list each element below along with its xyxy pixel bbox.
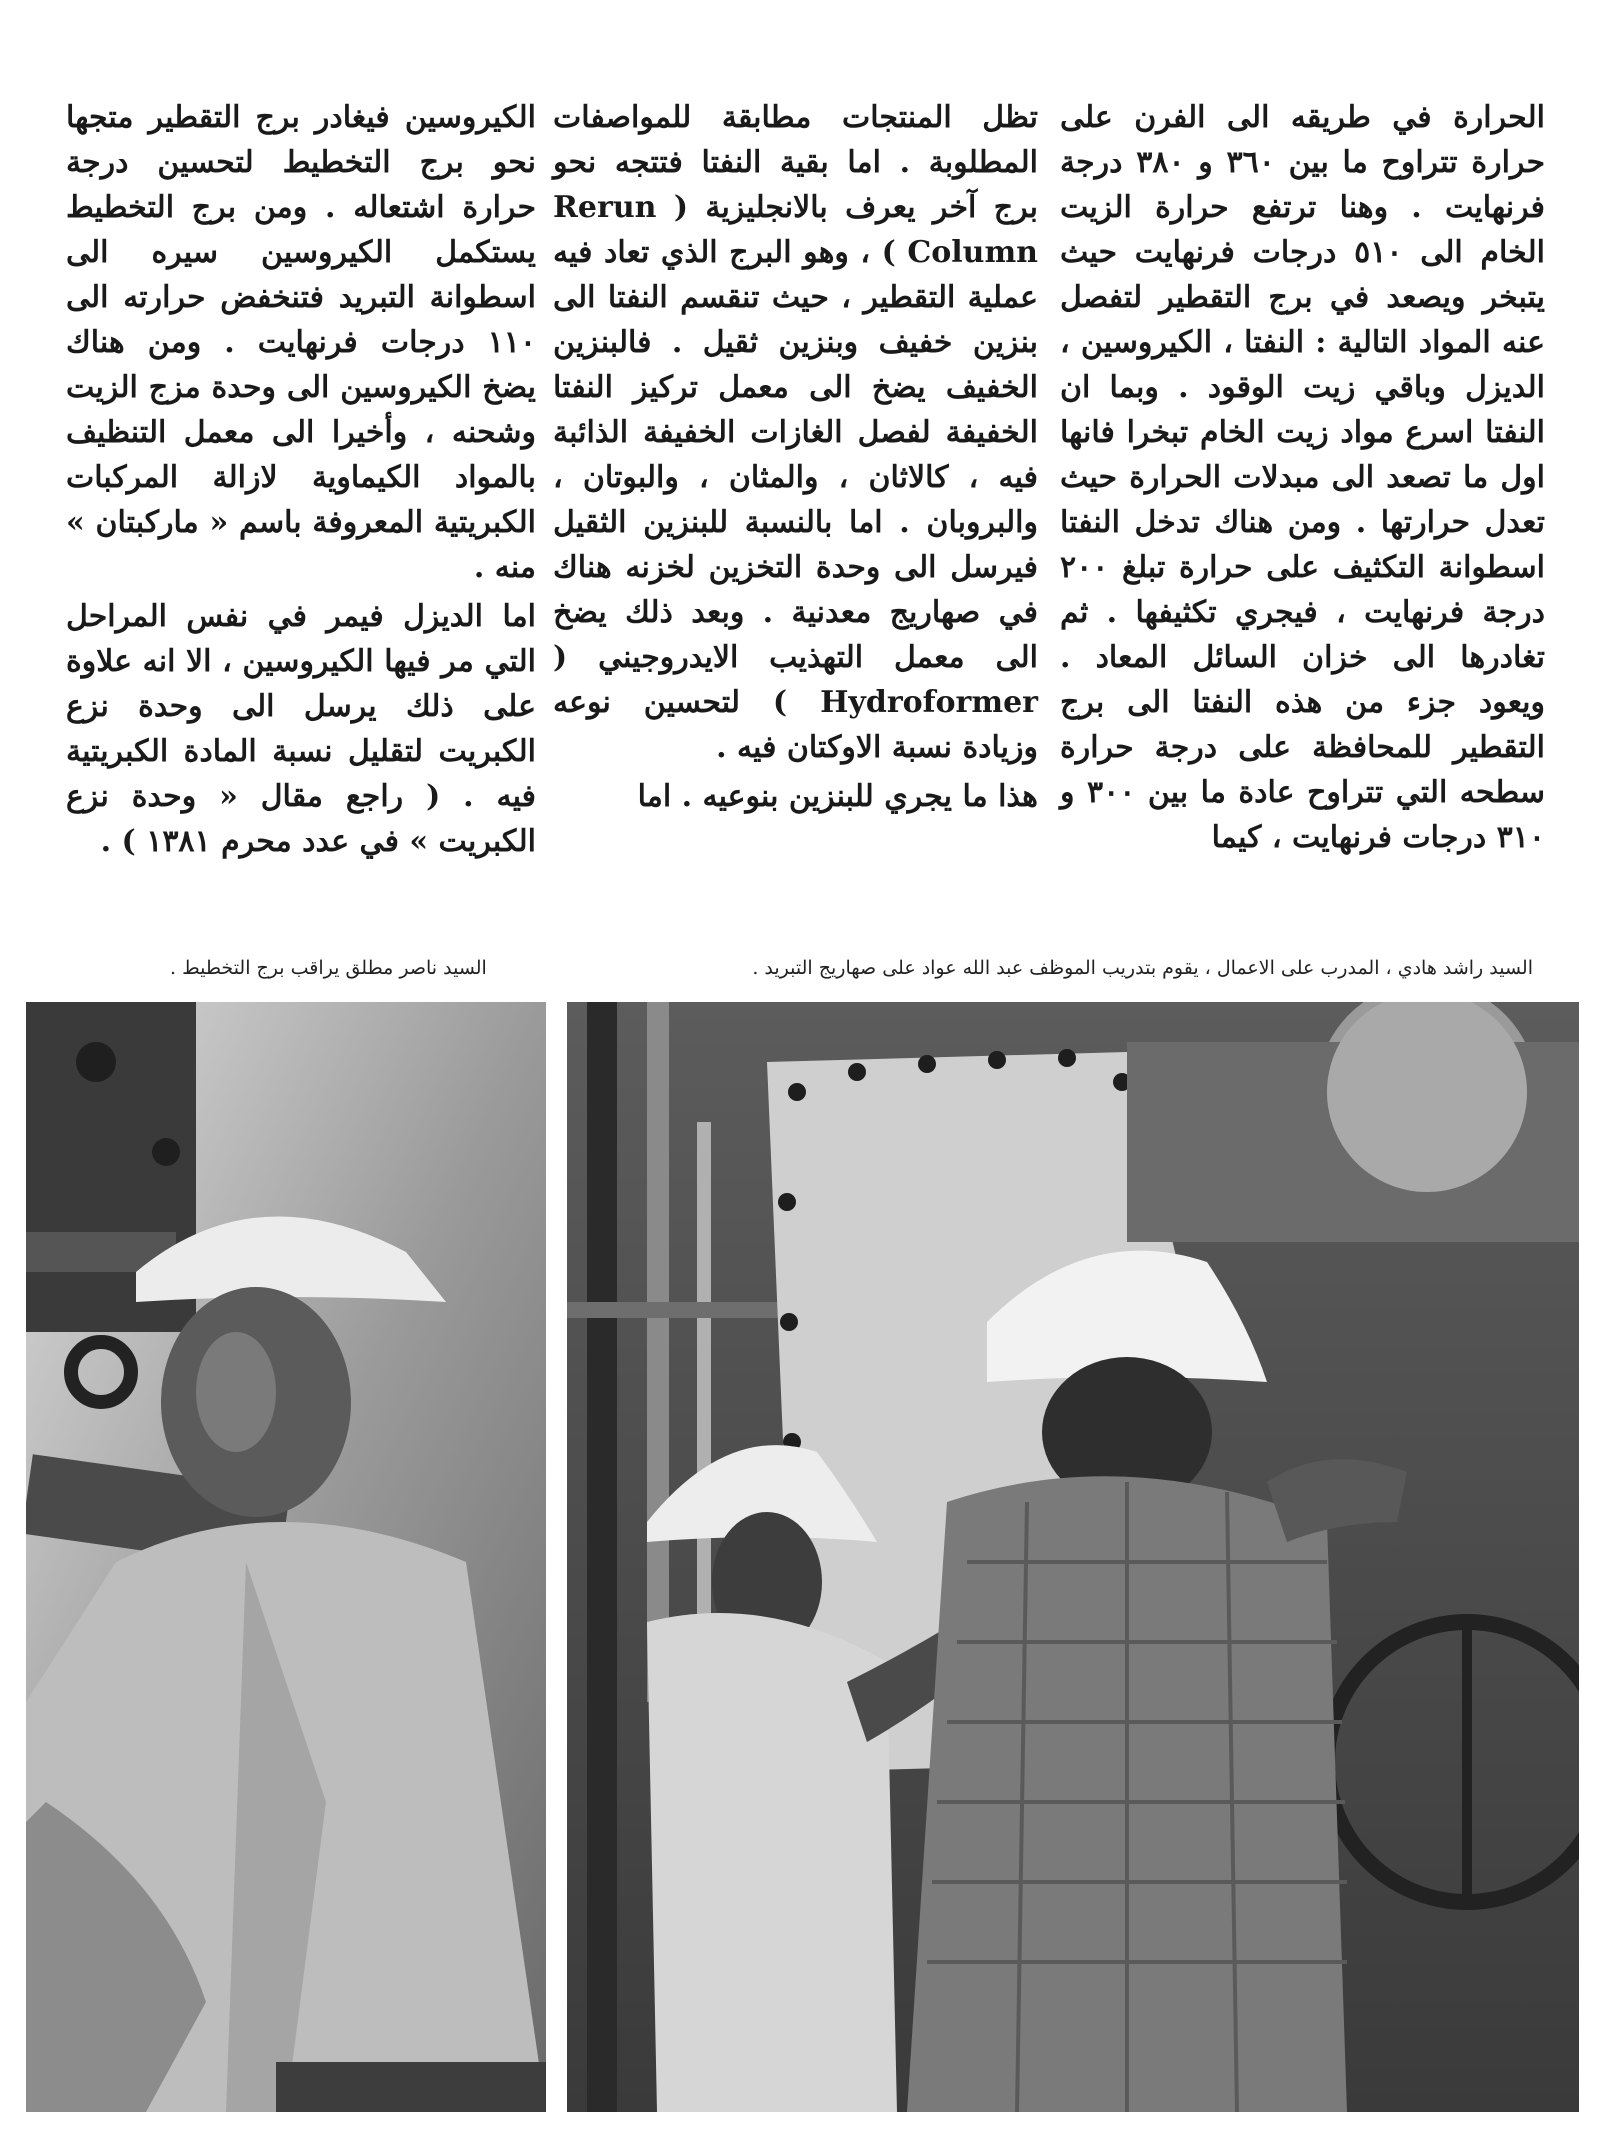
photo-caption-left: السيد ناصر مطلق يراقب برج التخطيط .: [170, 957, 487, 979]
photo-worker-monitoring-tower: [26, 1002, 546, 2112]
paragraph: الحرارة في طريقه الى الفرن على حرارة تتراوح ما بين ٣٦٠ و ٣٨٠ درجة فرنهايت . وهنا ترتفع حرارة الزيت الخام الى ٥١٠ درجات فرنهايت حيث يتبخر ويصعد في برج التقطير لتفصل عنه المواد التالية : النفتا ، الكيروسين ، الديزل وباقي زيت الوقود . وبما ان النفتا اسرع مواد زيت الخام تبخرا فانها اول ما تصعد الى مبدلات الحرارة حيث تعدل حرارتها . ومن هناك تدخل النفتا اسطوانة التكثيف على حرارة تبلغ ٢٠٠ درجة فرنهايت ، فيجري تكثيفها . ثم تغادرها الى خزان السائل المعاد . ويعود جزء من هذه النفتا الى برج التقطير للمحافظة على درجة حرارة سطحه التي تتراوح عادة ما بين ٣٠٠ و ٣١٠ درجات فرنهايت ، كيما: [1060, 100, 1546, 855]
photo-caption-right: السيد راشد هادي ، المدرب على الاعمال ، يقوم بتدريب الموظف عبد الله عواد على صهاريج التبريد .: [752, 957, 1533, 979]
paragraph: الكيروسين فيغادر برج التقطير متجها نحو برج التخطيط لتحسين درجة حرارة اشتعاله . ومن برج التخطيط يستكمل الكيروسين سيره الى اسطوانة التبريد فتنخفض حرارته الى ١١٠ درجات فرنهايت . ومن هناك يضخ الكيروسين الى وحدة مزج الزيت وشحنه ، وأخيرا الى معمل التنظيف بالمواد الكيماوية لازالة المركبات الكبريتية المعروفة باسم « ماركبتان » منه .: [66, 100, 536, 585]
text-column-middle: [553, 95, 1038, 819]
text-column-right: [1060, 95, 1545, 860]
paragraph: اما الديزل فيمر في نفس المراحل التي مر فيها الكيروسين ، الا انه علاوة على ذلك يرسل الى وحدة نزع الكبريت لتقليل نسبة المادة الكبريتية فيه . ( راجع مقال « وحدة نزع الكبريت » في عدد محرم ١٣٨١ ) .: [66, 599, 536, 859]
paragraph: تظل المنتجات مطابقة للمواصفات المطلوبة . اما بقية النفتا فتتجه نحو برج آخر يعرف بالانجليزية ( Rerun Column ) ، وهو البرج الذي تعاد فيه عملية التقطير ، حيث تنقسم النفتا الى بنزين خفيف وبنزين ثقيل . فالبنزين الخفيف يضخ الى معمل تركيز النفتا الخفيفة لفصل الغازات الخفيفة الذائبة فيه ، كالاثان ، والمثان ، والبوتان ، والبروبان . اما بالنسبة للبنزين الثقيل فيرسل الى وحدة التخزين لخزنه هناك في صهاريج معدنية . وبعد ذلك يضخ الى معمل التهذيب الايدروجيني ( Hydroformer ) لتحسين نوعه وزيادة نسبة الاوكتان فيه .: [553, 100, 1038, 765]
paragraph: هذا ما يجري للبنزين بنوعيه . اما: [637, 779, 1038, 814]
text-column-left: [66, 95, 536, 864]
photo-workers-cooling-tanks: [567, 1002, 1579, 2112]
